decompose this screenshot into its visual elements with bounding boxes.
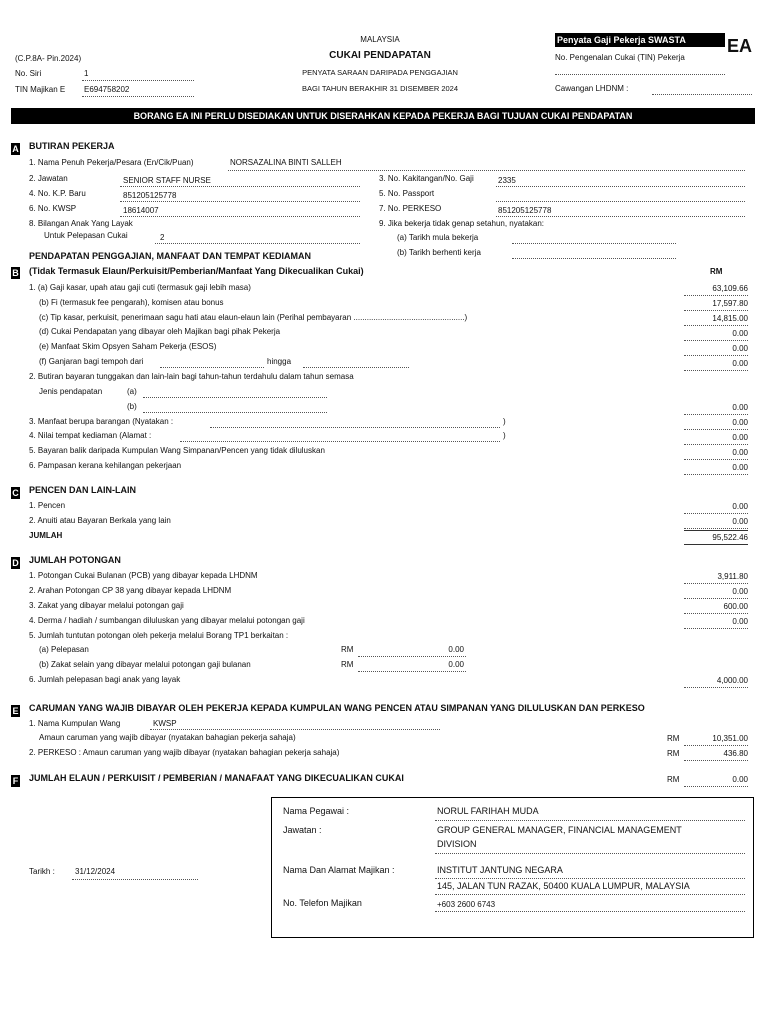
section-c-title: PENCEN DAN LAIN-LAIN [29,485,136,495]
perkeso-label: 7. No. PERKESO [379,204,442,213]
section-a-title: BUTIRAN PEKERJA [29,141,115,151]
section-d-marker: D [12,558,19,568]
item-5-amount: 0.00 [732,448,748,457]
zakat-label: 3. Zakat yang dibayar melalui potongan gaji [29,601,184,610]
anak-pelepasan-label: 6. Jumlah pelepasan bagi anak yang layak [29,675,181,684]
item-5-label: 5. Bayaran balik daripada Kumpulan Wang Simpanan/Pencen yang tidak diluluskan [29,446,325,455]
item-3-line [210,427,500,428]
item-6-amount-line [684,474,748,475]
kwsp-line [120,216,360,217]
perkeso-amaun-label: 2. PERKESO : Amaun caruman yang wajib dibayar (nyatakan bahagian pekerja sahaja) [29,748,340,757]
item-1a-line [684,295,748,296]
anak-label-1: 8. Bilangan Anak Yang Layak [29,219,133,228]
pegawai-jawatan-value-2: DIVISION [437,839,477,849]
zakat-lain-label: (b) Zakat selain yang dibayar melalui potongan gaji bulanan [39,660,251,669]
cawangan-line [652,94,752,95]
item-3-amount-line [684,429,748,430]
anak-value: 2 [160,233,165,242]
jumlah-amount: 95,522.46 [712,533,748,542]
section-d-title: JUMLAH POTONGAN [29,555,121,565]
zakat-lain-line [358,671,466,672]
item-1e-label: (e) Manfaat Skim Opsyen Saham Pekerja (ESOS) [39,342,217,351]
ganjaran-from-line [160,367,264,368]
anuiti-line [684,528,748,529]
section-a-marker: A [12,144,19,154]
passport-line [496,201,745,202]
kwsp-label: 6. No. KWSP [29,204,77,213]
pegawai-value: NORUL FARIHAH MUDA [437,806,539,816]
zakat-amount: 600.00 [723,602,748,611]
statement-type-badge: Penyata Gaji Pekerja SWASTA [555,33,725,47]
jawatan-value: SENIOR STAFF NURSE [123,176,211,185]
jumlah-top-rule [684,530,748,531]
berhenti-line [512,258,676,259]
perkeso-amaun-line [684,760,748,761]
section-c-marker: C [12,488,19,498]
item-1d-line [684,340,748,341]
section-f-amount: 0.00 [732,775,748,784]
country-label: MALAYSIA [360,35,400,44]
kp-line [120,201,360,202]
item-1f-amount: 0.00 [732,359,748,368]
perkeso-value: 851205125778 [498,206,552,215]
ganjaran-to-line [303,367,409,368]
anuiti-label: 2. Anuiti atau Bayaran Berkala yang lain [29,516,171,525]
form-title: CUKAI PENDAPATAN [329,50,431,61]
anak-label-2: Untuk Pelepasan Cukai [44,231,128,240]
jenis-a-line [143,397,327,398]
item-1e-amount: 0.00 [732,344,748,353]
telefon-label: No. Telefon Majikan [283,898,362,908]
majikan-address: 145, JALAN TUN RAZAK, 50400 KUALA LUMPUR, MALAYSIA [437,881,690,891]
berhenti-label: (b) Tarikh berhenti kerja [397,248,481,257]
kakitangan-label: 3. No. Kakitangan/No. Gaji [379,174,474,183]
kakitangan-line [496,186,745,187]
perkeso-amaun-rm: RM [667,749,680,758]
amaun-value: 10,351.00 [712,734,748,743]
kp-value: 851205125778 [123,191,177,200]
kumpulan-value: KWSP [153,719,177,728]
jumlah-bottom-rule [684,544,748,545]
nama-value: NORSAZALINA BINTI SALLEH [230,158,342,167]
tunggakan-label: 2. Butiran bayaran tunggakan dan lain-lain bagi tahun-tahun terdahulu dalam tahun semasa [29,372,354,381]
item-6-amount: 0.00 [732,463,748,472]
tunggakan-amount: 0.00 [732,403,748,412]
item-4-amount-line [684,444,748,445]
section-f-line [684,786,748,787]
anuiti-amount: 0.00 [732,517,748,526]
tarikh-line [72,879,198,880]
tp1-label: 5. Jumlah tuntutan potongan oleh pekerja melalui Borang TP1 berkaitan : [29,631,289,640]
pcb-amount: 3,911.80 [717,572,748,581]
item-1f-line [684,370,748,371]
majikan-name-line [435,878,745,879]
kwsp-value: 18614007 [123,206,159,215]
pegawai-jawatan-value-1: GROUP GENERAL MANAGER, FINANCIAL MANAGEMENT [437,825,682,835]
section-e-title: CARUMAN YANG WAJIB DIBAYAR OLEH PEKERJA KEPADA KUMPULAN WANG PENCEN ATAU SIMPANAN YANG DILULUSKAN DAN PERKESO [29,703,645,713]
mula-label: (a) Tarikh mula bekerja [397,233,479,242]
derma-line [684,628,748,629]
pelepasan-line [358,656,466,657]
kumpulan-line [150,729,440,730]
form-banner: BORANG EA INI PERLU DISEDIAKAN UNTUK DISERAHKAN KEPADA PEKERJA BAGI TUJUAN CUKAI PENDAPATAN [11,108,755,124]
kumpulan-label: 1. Nama Kumpulan Wang [29,719,121,728]
item-1b-label: (b) Fi (termasuk fee pengarah), komisen atau bonus [39,298,224,307]
telefon-value: +603 2600 6743 [437,900,496,909]
section-b-marker: B [12,268,19,278]
form-subtitle-1: PENYATA SARAAN DARIPADA PENGGAJIAN [302,68,458,77]
derma-label: 4. Derma / hadiah / sumbangan diluluskan yang dibayar melalui potongan gaji [29,616,305,625]
cp38-amount: 0.00 [732,587,748,596]
tin-majikan-label: TIN Majikan E [15,85,66,94]
item-1c-amount: 14,815.00 [712,314,748,323]
item-6-label: 6. Pampasan kerana kehilangan pekerjaan [29,461,182,470]
pelepasan-amount: 0.00 [448,645,464,654]
pencen-line [684,513,748,514]
tunggakan-line [684,414,748,415]
pcb-line [684,583,748,584]
kp-label: 4. No. K.P. Baru [29,189,86,198]
item-3-label: 3. Manfaat berupa barangan (Nyatakan : [29,417,174,426]
tin-pekerja-label: No. Pengenalan Cukai (TIN) Pekerja [555,53,685,62]
item-5-amount-line [684,459,748,460]
tarikh-value: 31/12/2024 [75,867,116,876]
setahun-label: 9. Jika bekerja tidak genap setahun, nyatakan: [379,219,544,228]
telefon-line [435,911,745,912]
cp38-label: 2. Arahan Potongan CP 38 yang dibayar kepada LHDNM [29,586,232,595]
pelepasan-rm: RM [341,645,354,654]
cp38-line [684,598,748,599]
no-siri-label: No. Siri [15,69,42,78]
section-f-marker: F [12,776,19,786]
form-subtitle-2: BAGI TAHUN BERAKHIR 31 DISEMBER 2024 [301,84,459,93]
section-b-title: PENDAPATAN PENGGAJIAN, MANFAAT DAN TEMPAT KEDIAMAN [29,251,311,261]
tin-pekerja-line [555,74,725,75]
nama-label: 1. Nama Penuh Pekerja/Pesara (En/Cik/Puan) [29,158,194,167]
majikan-label: Nama Dan Alamat Majikan : [283,865,395,875]
no-siri-value: 1 [84,69,89,78]
zakat-lain-amount: 0.00 [448,660,464,669]
item-4-label: 4. Nilai tempat kediaman (Alamat : [29,431,152,440]
jumlah-label: JUMLAH [29,531,63,540]
pegawai-jawatan-label: Jawatan : [283,825,322,835]
kakitangan-value: 2335 [498,176,516,185]
perkeso-line [496,216,745,217]
jenis-b-line [143,412,327,413]
anak-pelepasan-line [684,687,748,688]
pcb-label: 1. Potongan Cukai Bulanan (PCB) yang dibayar kepada LHDNM [29,571,258,580]
jawatan-label: 2. Jawatan [29,174,68,183]
amaun-line [684,745,748,746]
amaun-rm: RM [667,734,680,743]
pegawai-jawatan-line [435,853,745,854]
nama-line [228,170,745,171]
anak-pelepasan-amount: 4,000.00 [716,676,748,685]
majikan-name: INSTITUT JANTUNG NEGARA [437,865,563,875]
zakat-lain-rm: RM [341,660,354,669]
majikan-address-line [435,894,745,895]
tin-majikan-value: E694758202 [84,85,130,94]
item-3-amount: 0.00 [732,418,748,427]
passport-label: 5. No. Passport [379,189,435,198]
item-1f-hingga: hingga [267,357,292,366]
currency-header: RM [710,267,723,276]
section-f-title: JUMLAH ELAUN / PERKUISIT / PEMBERIAN / MANAFAAT YANG DIKECUALIKAN CUKAI [29,773,404,783]
item-4-line [180,441,500,442]
tarikh-label: Tarikh : [29,867,55,876]
form-code: (C.P.8A- Pin.2024) [15,54,82,63]
section-b-subtitle: (Tidak Termasuk Elaun/Perkuisit/Pemberian/Manfaat Yang Dikecualikan Cukai) [29,266,364,276]
jenis-label: Jenis pendapatan [39,387,103,396]
jenis-a-label: (a) [127,387,137,396]
perkeso-amaun-value: 436.80 [723,749,748,758]
jenis-b-label: (b) [127,402,137,411]
item-3-close: ) [503,417,506,426]
cawangan-label: Cawangan LHDNM : [555,84,629,93]
item-1d-label: (d) Cukai Pendapatan yang dibayar oleh Majikan bagi pihak Pekerja [39,327,281,336]
mula-line [512,243,676,244]
item-1b-line [684,310,748,311]
jawatan-line [120,186,360,187]
no-siri-line [82,80,194,81]
pegawai-line [435,820,745,821]
form-name: EA [727,36,753,56]
pelepasan-label: (a) Pelepasan [39,645,89,654]
item-4-close: ) [503,431,506,440]
tin-majikan-line [82,96,194,97]
item-1f-label: (f) Ganjaran bagi tempoh dari [39,357,144,366]
pegawai-label: Nama Pegawai : [283,806,350,816]
section-e-marker: E [12,706,19,716]
item-4-amount: 0.00 [732,433,748,442]
item-1a-amount: 63,109.66 [712,284,748,293]
pencen-label: 1. Pencen [29,501,66,510]
anak-line [155,243,360,244]
item-1c-line [684,325,748,326]
item-1c-label: (c) Tip kasar, perkuisit, penerimaan sagu hati atau elaun-elaun lain (Perihal pembayaran ..................................................) [39,313,468,322]
item-1b-amount: 17,597.80 [712,299,748,308]
section-f-rm: RM [667,775,680,784]
zakat-line [684,613,748,614]
pencen-amount: 0.00 [732,502,748,511]
amaun-label: Amaun caruman yang wajib dibayar (nyatakan bahagian pekerja sahaja) [39,733,296,742]
item-1e-line [684,355,748,356]
derma-amount: 0.00 [732,617,748,626]
item-1d-amount: 0.00 [732,329,748,338]
item-1a-label: 1. (a) Gaji kasar, upah atau gaji cuti (termasuk gaji lebih masa) [29,283,251,292]
